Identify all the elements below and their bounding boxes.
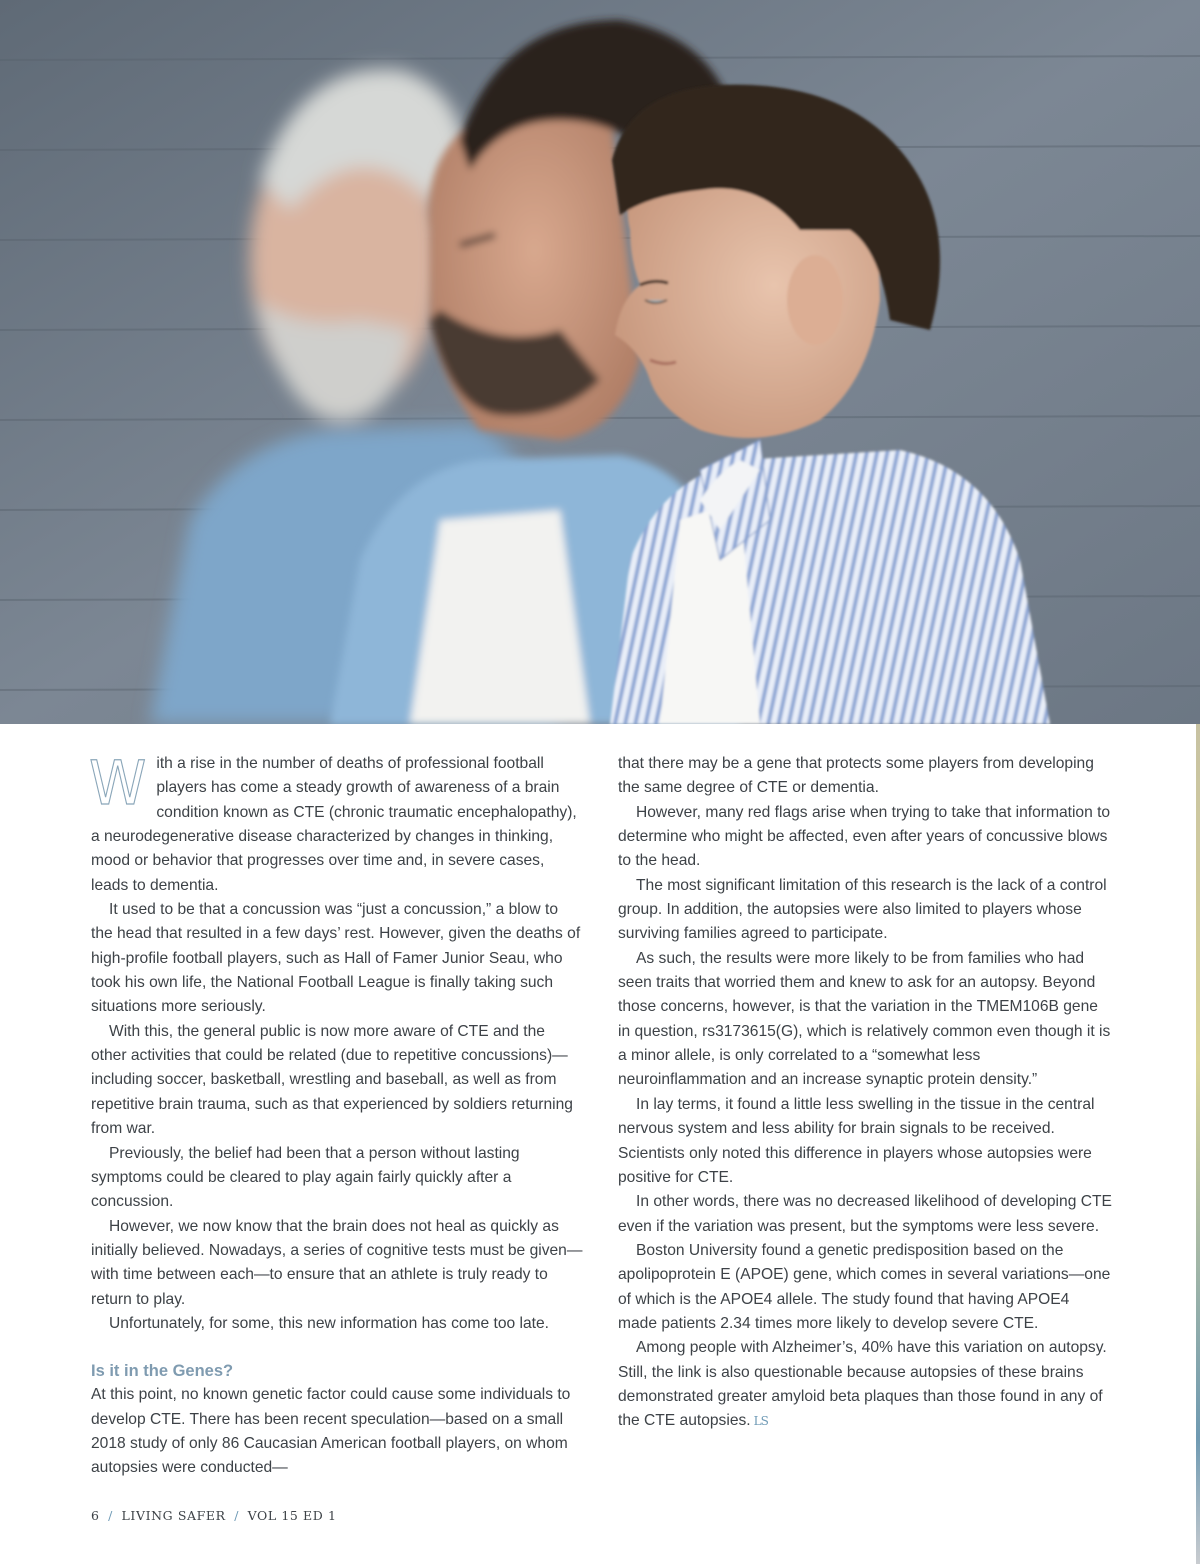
end-mark-logo: LS bbox=[753, 1414, 768, 1429]
article-paragraph: that there may be a gene that protects some players from developing the same degree of CTE or dementia. bbox=[618, 755, 1094, 797]
article-paragraph: Previously, the belief had been that a person without lasting symptoms could be cleared to play again fairly quickly after a concussion. bbox=[91, 1144, 520, 1211]
folio-separator: / bbox=[108, 1508, 113, 1523]
article-paragraph: As such, the results were more likely to be from families who had seen traits that worried them and knew to ask for an autopsy. Beyond those concerns, however, is that the variation in the TMEM106B gene in question, rs3173615(G), which is relatively common even though it is a minor allele, is only correlated to a “somewhat less neuroinflammation and an increase synaptic protein density.” bbox=[618, 949, 1111, 1089]
article-paragraph: However, we now know that the brain does not heal as quickly as initially believed. Nowadays, a series of cognitive tests must be given—with time between each—to ensure that an athlete is truly ready to return to play. bbox=[91, 1217, 583, 1308]
magazine-name: LIVING SAFER bbox=[121, 1508, 226, 1523]
article-paragraph: In lay terms, it found a little less swelling in the tissue in the central nervous system and less ability for brain signals to be received. Scientists only noted this difference in players whose autopsies were positive for CTE. bbox=[618, 1095, 1095, 1186]
article-left-column bbox=[89, 747, 583, 1481]
article-paragraph: At this point, no known genetic factor could cause some individuals to develop CTE. There has been recent speculation—based on a small 2018 study of only 86 Caucasian American football players, on whom autopsies were conducted— bbox=[91, 1386, 571, 1477]
article-paragraph: The most significant limitation of this research is the lack of a control group. In addition, the autopsies were also limited to players whose surviving families agreed to participate. bbox=[618, 876, 1107, 943]
drop-cap: W bbox=[89, 747, 147, 819]
article-paragraph: With this, the general public is now more aware of CTE and the other activities that could be related (due to repetitive concussions)—including soccer, basketball, wrestling and baseball, as well as from repetitive brain trauma, such as that experienced by soldiers returning from war. bbox=[91, 1022, 573, 1138]
three-generations-photo-icon bbox=[0, 0, 1200, 724]
issue-label: VOL 15 ED 1 bbox=[247, 1508, 337, 1523]
article-paragraph: In other words, there was no decreased likelihood of developing CTE even if the variation was present, but the symptoms were less severe. bbox=[618, 1193, 1112, 1235]
section-heading: Is it in the Genes? bbox=[91, 1362, 234, 1381]
page-number: 6 bbox=[91, 1508, 100, 1523]
article-right-column bbox=[618, 752, 1112, 1434]
article-paragraph: Among people with Alzheimer’s, 40% have this variation on autopsy. Still, the link is also questionable because autopsies of these brains demonstrated greater amyloid beta plaques than those found in any of the CTE autopsies. LS bbox=[618, 1339, 1107, 1430]
article-paragraph: However, many red flags arise when trying to take that information to determine who might be affected, even after years of concussive blows to the head. bbox=[618, 803, 1111, 870]
page-folio bbox=[91, 1508, 337, 1523]
article-paragraph: It used to be that a concussion was “just a concussion,” a blow to the head that resulted in a few days’ rest. However, given the deaths of high-profile football players, such as Hall of Famer Junior Seau, who took his own life, the National Football League is finally taking such situations more seriously. bbox=[91, 901, 581, 1016]
article-paragraph: With a rise in the number of deaths of professional football players has come a steady growth of awareness of a brain condition known as CTE (chronic traumatic encephalopathy), a neurodegenerative disease characterized by changes in thinking, mood or behavior that progresses over time and, in severe cases, leads to dementia. bbox=[89, 747, 577, 894]
adjacent-page-edge bbox=[1196, 724, 1200, 1564]
hero-photo bbox=[0, 0, 1200, 724]
article-paragraph: Unfortunately, for some, this new information has come too late. bbox=[109, 1314, 550, 1332]
folio-separator: / bbox=[234, 1508, 240, 1523]
article-paragraph: Boston University found a genetic predisposition based on the apolipoprotein E (APOE) gene, which comes in several variations—one of which is the APOE4 allele. The study found that having APOE4 made patients 2.34 times more likely to develop severe CTE. bbox=[618, 1241, 1111, 1332]
